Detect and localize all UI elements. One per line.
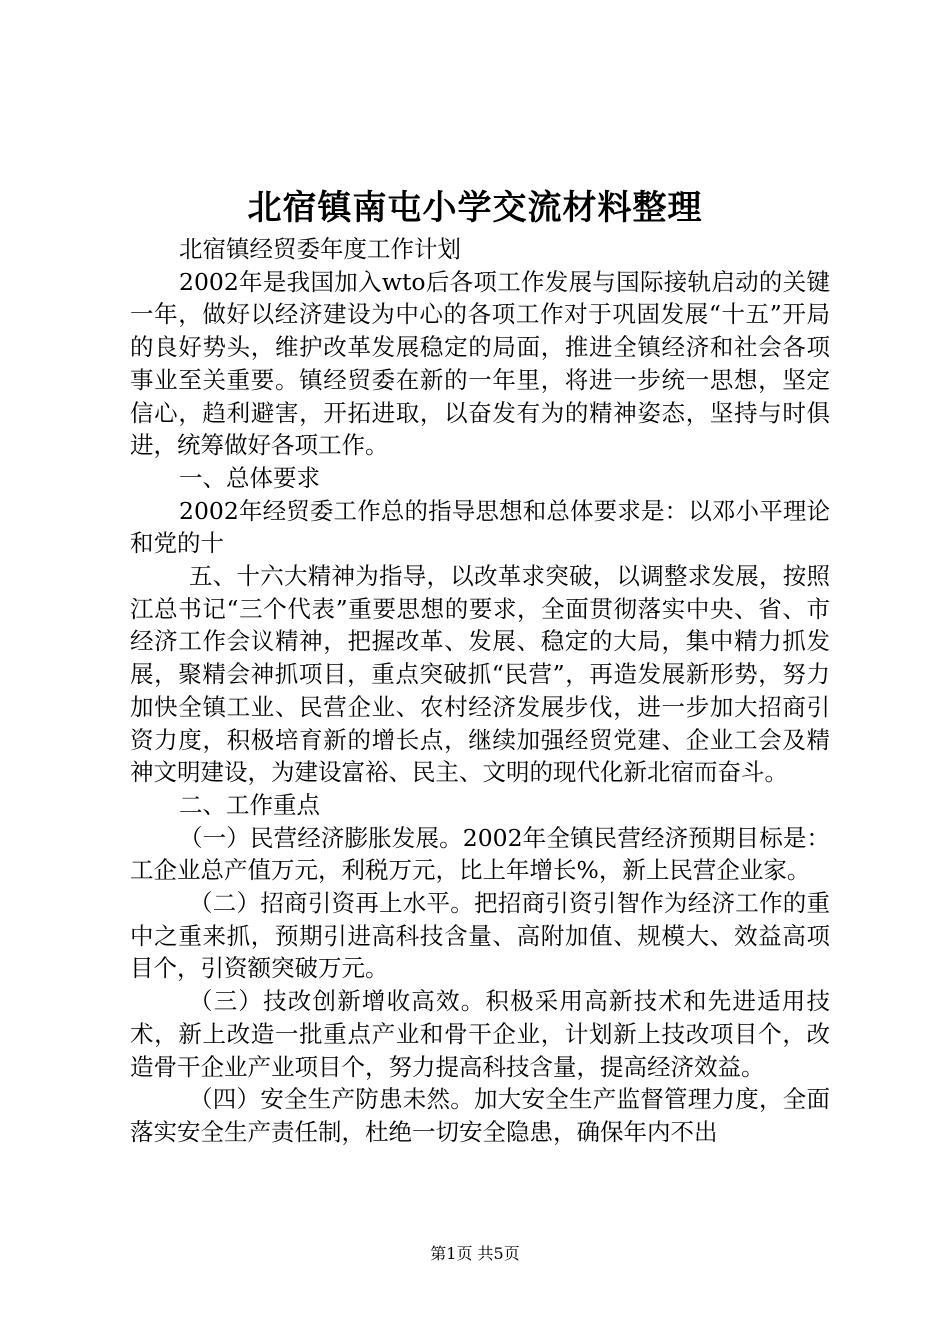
paragraph-subtitle: 北宿镇经贸委年度工作计划 xyxy=(179,235,461,263)
page-number-footer: 第1页 共5页 xyxy=(430,1244,520,1263)
heading-general-requirements: 一、总体要求 xyxy=(179,463,320,492)
paragraph-focus-2: （二）招商引资再上水平。把招商引资引智作为经济工作的重中之重来抓，预期引进高科技含量、高附加值、规模大、效益高项目个，引资额突破万元。 xyxy=(130,889,830,983)
paragraph-focus-4: （四）安全生产防患未然。加大安全生产监督管理力度，全面落实安全生产责任制，杜绝一切安全隐患，确保年内不出 xyxy=(130,1085,830,1146)
document-title: 北宿镇南屯小学交流材料整理 xyxy=(247,188,703,228)
paragraph-intro: 2002年是我国加入wto后各项工作发展与国际接轨启动的关键一年，做好以经济建设为中心的各项工作对于巩固发展“十五”开局的良好势头，维护改革发展稳定的局面，推进全镇经济和社会各项事业至关重要。镇经贸委在新的一年里，将进一步统一思想，坚定信心，趋利避害，开拓进取，以奋发有为的精神姿态，坚持与时俱进，统筹做好各项工作。 xyxy=(130,267,830,460)
heading-work-focus: 二、工作重点 xyxy=(179,790,320,819)
paragraph-focus-1: （一）民营经济膨胀发展。2002年全镇民营经济预期目标是：工企业总产值万元，利税万元，比上年增长%，新上民营企业家。 xyxy=(130,823,830,885)
paragraph-guiding-thought: 2002年经贸委工作总的指导思想和总体要求是：以邓小平理论和党的十 xyxy=(130,496,830,558)
paragraph-guiding-detail: 五、十六大精神为指导，以改革求突破，以调整求发展，按照江总书记“三个代表”重要思想的要求，全面贯彻落实中央、省、市经济工作会议精神，把握改革、发展、稳定的大局，集中精力抓发展，聚精会神抓项目，重点突破抓“民营”，再造发展新形势，努力加快全镇工业、民营企业、农村经济发展步伐，进一步加大招商引资力度，积极培育新的增长点，继续加强经贸党建、企业工会及精神文明建设，为建设富裕、民主、文明的现代化新北宿而奋斗。 xyxy=(130,562,830,787)
document-body xyxy=(130,233,830,1149)
paragraph-focus-3: （三）技改创新增收高效。积极采用高新技术和先进适用技术，新上改造一批重点产业和骨干企业，计划新上技改项目个，改造骨干企业产业项目个，努力提高科技含量，提高经济效益。 xyxy=(130,987,830,1081)
